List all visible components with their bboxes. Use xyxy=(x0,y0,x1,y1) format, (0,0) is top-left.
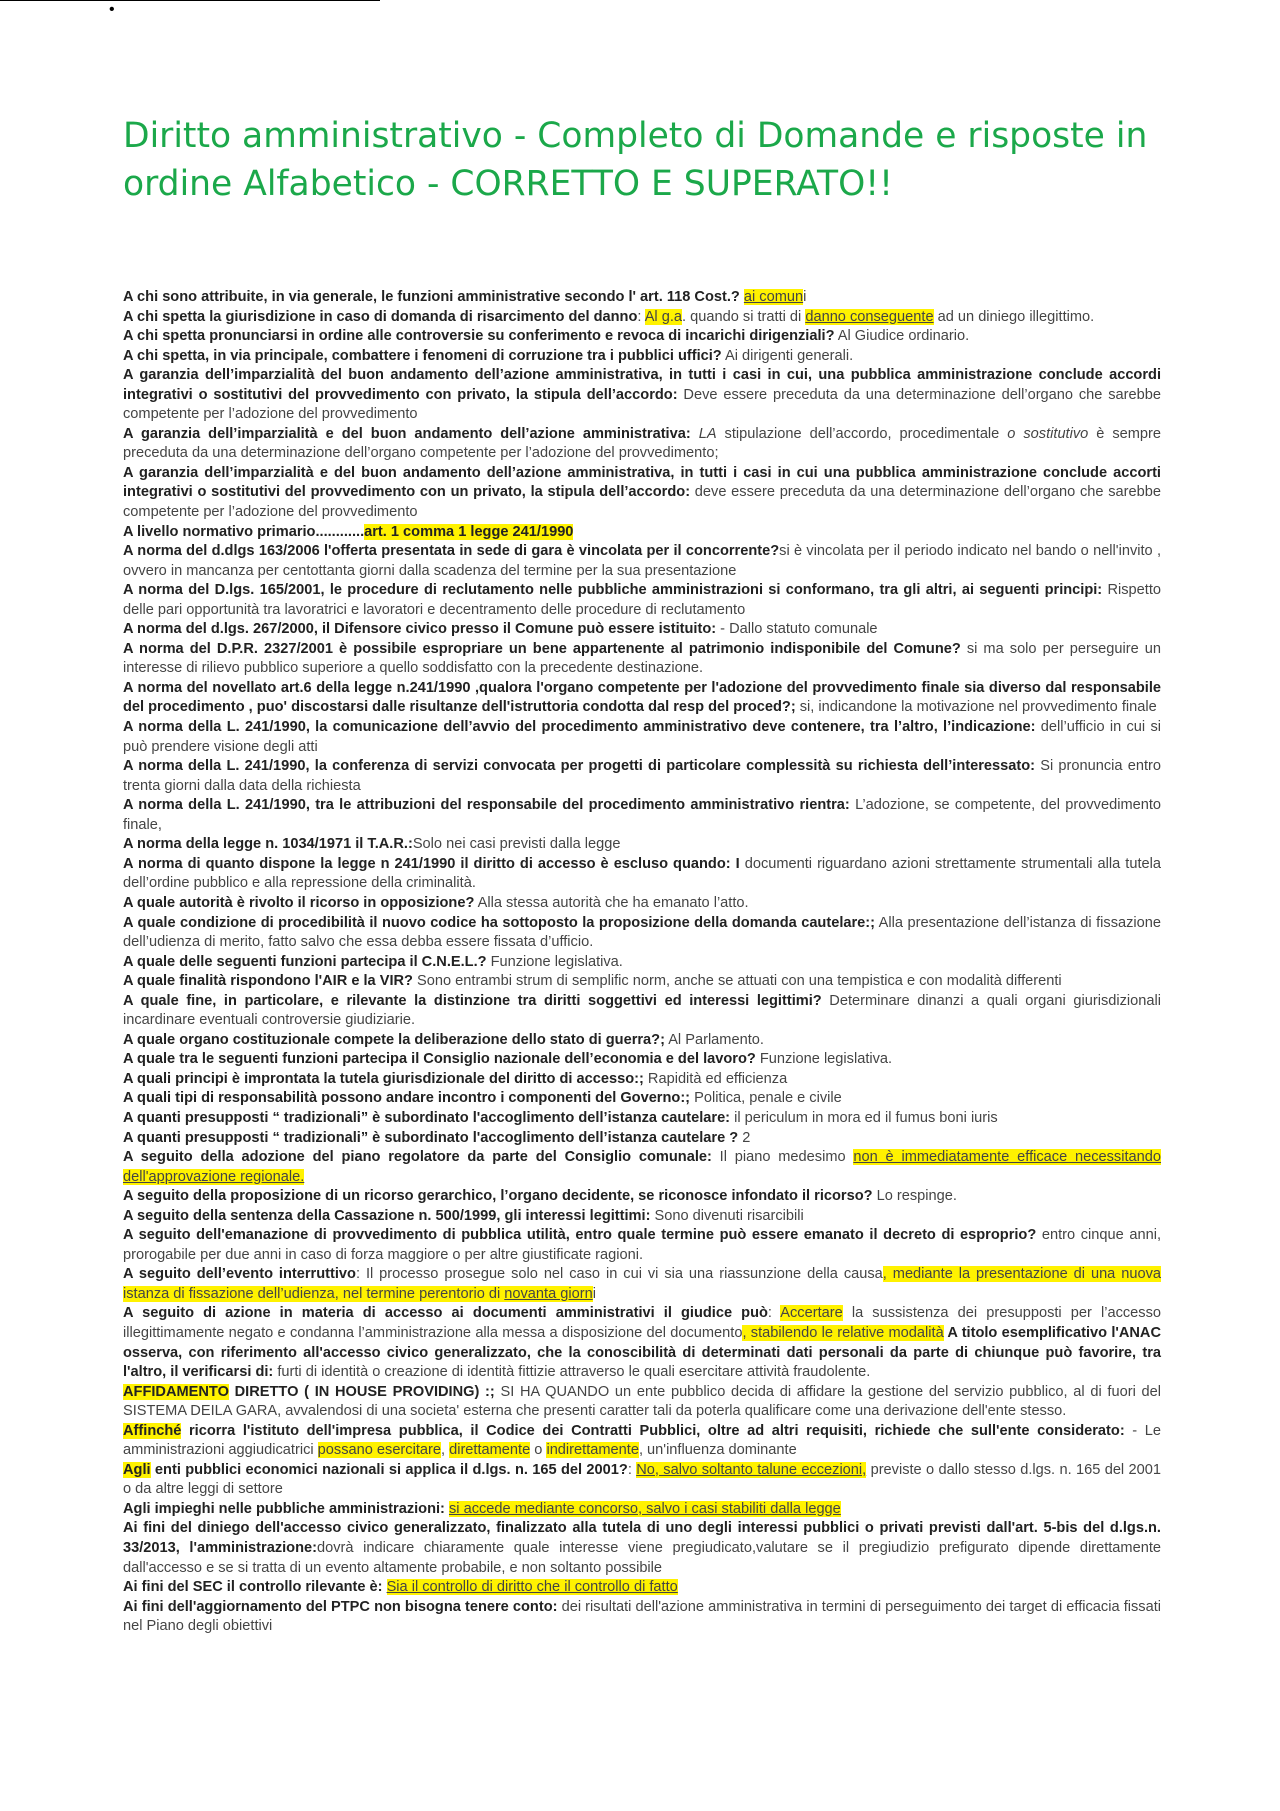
answer-text: direttamente xyxy=(449,1442,531,1459)
question-text: A norma della L. 241/1990, tra le attribuzioni del responsabile del procedimento amministrativo rientra: xyxy=(123,797,850,814)
qa-entry xyxy=(123,1207,1161,1227)
answer-text: Accertare xyxy=(780,1305,843,1322)
question-text: A norma del D.P.R. 2327/2001 è possibile espropriare un bene appartenente al patrimonio indisponibile del Comune? xyxy=(123,640,961,657)
answer-text: furti di identità o creazione di identità fittizie attraverso le quali esercitare attività fraudolente. xyxy=(273,1364,871,1381)
question-text: A garanzia dell’imparzialità e del buon andamento dell’azione amministrativa, in tutti i casi in cui una pubblica amministrazione conclude accorti integrativi o sostitutivi del provvedimento con un privato, la stipula dell’accordo: xyxy=(123,464,1161,501)
qa-entry xyxy=(123,1070,1161,1090)
question-text: A chi spetta, in via principale, combattere i fenomeni di corruzione tra i pubblici uffici? xyxy=(123,347,722,364)
answer-text: Funzione legislativa. xyxy=(486,953,623,970)
answer-text: Alla presentazione dell’istanza di fissazione dell’udienza di merito, fatto salvo che essa debba essere fissata d’ufficio. xyxy=(123,914,1162,951)
answer-text: si è vincolata per il periodo indicato nel bando o nell'invito , ovvero in mancanza per centottanta giorni dalla scadenza del termine per la sua presentazione xyxy=(123,543,1161,579)
qa-entry xyxy=(123,1578,1161,1598)
answer-text: dei risultati dell'azione amministrativa in termini di perseguimento dei target di efficacia fissati nel Piano degli obiettivi xyxy=(123,1598,1162,1635)
question-text: Agli xyxy=(123,1461,151,1478)
qa-entry xyxy=(123,464,1161,523)
qa-entry xyxy=(123,855,1161,894)
qa-entry xyxy=(123,914,1161,953)
qa-entry xyxy=(123,308,1161,328)
question-text: A seguito dell'emanazione di provvedimento di pubblica utilità, entro quale termine può essere emanato il decreto di esproprio? xyxy=(123,1227,1037,1244)
answer-text: ai comun xyxy=(743,289,804,305)
qa-entry xyxy=(123,366,1161,425)
answer-text: previste o dallo stesso d.lgs. n. 165 del 2001 o da altre leggi di settore xyxy=(123,1461,1161,1498)
answer-text: è sempre preceduta da una determinazione dell’organo competente per l’adozione del provvedimento; xyxy=(123,425,1162,462)
answer-text: : xyxy=(627,1461,637,1478)
qa-entry xyxy=(123,620,1161,640)
answer-text: Rispetto delle pari opportunità tra lavoratrici e lavoratori e decentramento delle procedure di reclutamento xyxy=(123,582,1162,618)
qa-entry xyxy=(123,796,1161,835)
qa-entry xyxy=(123,679,1161,718)
answer-text: . quando si tratti di xyxy=(682,308,806,325)
answer-text: possano esercitare xyxy=(317,1442,441,1459)
qa-entry xyxy=(123,1500,1161,1520)
answer-text: i xyxy=(592,1285,596,1302)
qa-entry xyxy=(123,757,1161,796)
top-border-line xyxy=(0,0,380,1)
qa-entry xyxy=(123,1226,1161,1265)
question-text: A quanti presupposti “ tradizionali” è subordinato l'accoglimento dell’istanza cautelare ? xyxy=(123,1129,739,1146)
answer-text: , mediante la presentazione di una nuova istanza di fissazione dell’udienza, nel termine perentorio di xyxy=(123,1266,1161,1302)
answer-text: Solo nei casi previsti dalla legge xyxy=(412,836,621,853)
question-text: A seguito della proposizione di un ricorso gerarchico, l’organo decidente, se riconosce infondato il ricorso? xyxy=(123,1188,873,1205)
answer-text: : xyxy=(637,308,645,325)
question-text: A titolo esemplificativo l'ANAC osserva, con riferimento all'accesso civico generalizzato, che la conoscibilità di determinati dati personali da parte di chiunque può favorire, tra l'altro, il verificarsi di: xyxy=(123,1324,1162,1381)
answer-text: 2 xyxy=(738,1129,751,1146)
answer-text: Alla stessa autorità che ha emanato l’atto. xyxy=(474,894,749,911)
qa-entry xyxy=(123,288,1161,308)
answer-text: L’adozione, se competente, del provvedimento finale, xyxy=(123,797,1162,833)
answer-text: - Dallo statuto comunale xyxy=(716,621,878,638)
qa-entry xyxy=(123,1383,1161,1422)
answer-text: Sono entrambi strum di semplific norm, anche se attuati con una tempistica e con modalità differenti xyxy=(412,973,1062,990)
document-title: Diritto amministrativo - Completo di Domande e risposte in ordine Alfabetico - CORRETTO E SUPERATO!! xyxy=(123,116,1148,204)
question-text: A livello normativo primario............ xyxy=(123,523,365,540)
qa-entry xyxy=(123,425,1161,464)
question-text: A quanti presupposti “ tradizionali” è subordinato l'accoglimento dell’istanza cautelare: xyxy=(123,1109,731,1126)
answer-text: indirettamente xyxy=(546,1442,639,1459)
qa-entry xyxy=(123,1519,1161,1578)
question-text: A quale condizione di procedibilità il nuovo codice ha sottoposto la proposizione della domanda cautelare:; xyxy=(123,914,876,931)
question-text: DIRETTO ( IN HOUSE PROVIDING) :; xyxy=(228,1383,495,1400)
qa-entry xyxy=(123,640,1161,679)
question-text: A garanzia dell’imparzialità del buon andamento dell’azione amministrativa, in tutti i casi in cui, una pubblica amministrazione conclude accordi integrativi o sostitutivi del provvedimento con privato, la stipula dell’accordo: xyxy=(123,367,1161,403)
answer-text: Deve essere preceduta da una determinazione dell’organo che sarebbe competente per l’adozione del provvedimento xyxy=(123,386,1161,423)
answer-text: , xyxy=(440,1442,450,1459)
qa-entry xyxy=(123,1109,1161,1129)
answer-text: non è immediatamente efficace necessitando dell'approvazione regionale. xyxy=(123,1149,1161,1185)
answer-text: : Il processo prosegue solo nel caso in cui vi sia una riassunzione della causa xyxy=(355,1266,883,1283)
answer-text xyxy=(691,426,699,442)
question-text: A seguito della adozione del piano regolatore da parte del Consiglio comunale: xyxy=(123,1149,712,1166)
qa-entry xyxy=(123,1422,1161,1461)
qa-entry xyxy=(123,523,1161,543)
answer-text: Rapidità ed efficienza xyxy=(643,1070,788,1087)
question-text: A seguito della sentenza della Cassazione n. 500/1999, gli interessi legittimi: xyxy=(123,1207,651,1224)
qa-entry xyxy=(123,327,1161,347)
answer-text: Al g.a xyxy=(644,308,683,325)
answer-text: danno conseguente xyxy=(805,308,934,325)
answer-text: i xyxy=(803,289,807,305)
answer-text: Lo respinge. xyxy=(872,1188,957,1205)
answer-text: ad un diniego illegittimo. xyxy=(933,308,1095,325)
answer-text: il periculum in mora ed il fumus boni iuris xyxy=(730,1109,998,1126)
answer-text: Sia il controllo di diritto che il controllo di fatto xyxy=(386,1579,678,1596)
qa-list xyxy=(123,288,1161,1637)
question-text: A quali principi è improntata la tutela giurisdizionale del diritto di accesso:; xyxy=(123,1070,644,1087)
answer-text: SI HA QUANDO un ente pubblico decida di affidare la gestione del servizio pubblico, al di fuori del SISTEMA DEILA GARA, avvalendosi di una societa' esterna che presenti caratter tali da poterla qualificare come una derivazione dell'ente stesso. xyxy=(123,1383,1161,1420)
qa-entry xyxy=(123,972,1161,992)
answer-text: Politica, penale e civile xyxy=(690,1090,842,1107)
qa-entry xyxy=(123,1265,1161,1304)
qa-entry xyxy=(123,953,1161,973)
answer-text: Determinare dinanzi a quali organi giurisdizionali incardinare eventuali controversie giudiziarie. xyxy=(123,992,1161,1029)
qa-entry xyxy=(123,1148,1161,1187)
question-text: A norma della legge n. 1034/1971 il T.A.R.: xyxy=(123,836,413,853)
question-text: A norma di quanto dispone la legge n 241/1990 il diritto di accesso è escluso quando: I xyxy=(123,855,740,872)
qa-entry xyxy=(123,542,1161,581)
answer-text: o sostitutivo xyxy=(1007,425,1089,442)
qa-entry xyxy=(123,1598,1161,1637)
answer-text: Si pronuncia entro trenta giorni dalla data della richiesta xyxy=(123,758,1161,794)
question-text: A quali tipi di responsabilità possono andare incontro i componenti del Governo:; xyxy=(123,1090,691,1107)
answer-text: si ma solo per perseguire un interesse di rilievo pubblico superiore a quello soddisfatto con la precedente destinazione. xyxy=(123,640,1161,677)
question-text: A quale autorità è rivolto il ricorso in opposizione? xyxy=(123,894,475,911)
question-text: art. 1 comma 1 legge 241/1990 xyxy=(364,523,574,540)
answer-text: deve essere preceduta da una determinazione dell’organo che sarebbe competente per l’adozione del provvedimento xyxy=(123,484,1162,521)
answer-text: si accede mediante concorso, salvo i casi stabiliti dalla legge xyxy=(448,1500,841,1517)
question-text: A seguito dell’evento interruttivo xyxy=(123,1266,356,1283)
question-text: A quale tra le seguenti funzioni partecipa il Consiglio nazionale dell’economia e del lavoro? xyxy=(123,1051,756,1068)
question-text: Ai fini del diniego dell'accesso civico generalizzato, finalizzato alla tutela di uno degli interessi pubblici o privati previsti dall'art. 5-bis del d.lgs.n. 33/2013, l'amministrazione: xyxy=(123,1520,1161,1556)
question-text: A norma del novellato art.6 della legge n.241/1990 ,qualora l'organo competente per l'adozione del provvedimento finale sia diverso dal responsabile del procedimento , puo' discostarsi dalle risultanze dell'istruttoria condotta dal resp del proced?; xyxy=(123,679,1161,716)
bullet-marker: • xyxy=(109,1,115,18)
answer-text: entro cinque anni, prorogabile per due anni in caso di forza maggiore o per altre giustificate ragioni. xyxy=(123,1227,1162,1263)
answer-text: No, salvo soltanto talune eccezioni, xyxy=(636,1461,867,1478)
question-text: A quale delle seguenti funzioni partecipa il C.N.E.L.? xyxy=(123,953,487,970)
question-text: AFFIDAMENTO xyxy=(123,1383,229,1400)
answer-text: si, indicandone la motivazione nel provvedimento finale xyxy=(795,699,1157,716)
qa-entry xyxy=(123,1089,1161,1109)
qa-entry xyxy=(123,894,1161,914)
qa-entry xyxy=(123,1031,1161,1051)
answer-text: Al Giudice ordinario. xyxy=(834,328,970,345)
question-text: A quale organo costituzionale compete la deliberazione dello stato di guerra?; xyxy=(123,1031,665,1048)
question-text: A norma della L. 241/1990, la comunicazione dell’avvio del procedimento amministrativo deve contenere, tra l’altro, l’indicazione: xyxy=(123,719,1036,736)
answer-text: - Le amministrazioni aggiudicatrici xyxy=(123,1422,1161,1459)
qa-entry xyxy=(123,1461,1161,1500)
question-text: A seguito di azione in materia di accesso ai documenti amministrativi il giudice può xyxy=(123,1305,768,1322)
answer-text: dovrà indicare chiaramente quale interesse viene pregiudicato,valutare se il pregiudizio prefigurato dipende direttamente dall'accesso e se si tratta di un evento altamente probabile, e non soltanto possibile xyxy=(123,1540,1161,1576)
qa-entry xyxy=(123,347,1161,367)
question-text: A norma del d.lgs. 267/2000, il Difensore civico presso il Comune può essere istituito: xyxy=(123,621,717,638)
answer-text: stipulazione dell’accordo, procedimentale xyxy=(716,425,1008,442)
qa-entry xyxy=(123,992,1161,1031)
question-text: A norma della L. 241/1990, la conferenza di servizi convocata per progetti di particolare complessità su richiesta dell’interessato: xyxy=(123,758,1036,775)
answer-text: , un'influenza dominante xyxy=(638,1442,797,1459)
answer-text xyxy=(383,1579,387,1595)
question-text: ricorra l'istituto dell'impresa pubblica, il Codice dei Contratti Pubblici, oltre ad altri requisiti, richiede che sull'ente considerato: xyxy=(181,1422,1125,1439)
qa-entry xyxy=(123,1187,1161,1207)
question-text: enti pubblici economici nazionali si applica il d.lgs. n. 165 del 2001? xyxy=(150,1461,628,1478)
answer-text: la sussistenza dei presupposti per l’accesso illegittimamente negato e condanna l’amministrazione alla messa a disposizione del documento xyxy=(123,1305,1161,1341)
question-text: A quale fine, in particolare, e rilevante la distinzione tra diritti soggettivi ed interessi legittimi? xyxy=(123,992,822,1009)
question-text: Agli impieghi nelle pubbliche amministrazioni: xyxy=(123,1500,445,1517)
question-text: A norma del D.lgs. 165/2001, le procedure di reclutamento nelle pubbliche amministrazioni si conformano, tra gli altri, ai seguenti principi: xyxy=(123,582,1103,599)
qa-entry xyxy=(123,718,1161,757)
qa-entry xyxy=(123,581,1161,620)
answer-text: : xyxy=(767,1305,781,1322)
answer-text: Ai dirigenti generali. xyxy=(721,347,854,364)
question-text: A quale finalità rispondono l'AIR e la VIR? xyxy=(123,973,413,990)
question-text: A norma del d.dlgs 163/2006 l'offerta presentata in sede di gara è vincolata per il concorrente? xyxy=(123,543,780,560)
answer-text: Funzione legislativa. xyxy=(755,1051,893,1068)
answer-text: novanta giorn xyxy=(504,1285,593,1302)
qa-entry xyxy=(123,1050,1161,1070)
question-text: Ai fini dell'aggiornamento del PTPC non bisogna tenere conto: xyxy=(123,1598,558,1615)
answer-text: documenti riguardano azioni strettamente strumentali alla tutela dell’ordine pubblico e alla repressione della criminalità. xyxy=(123,855,1161,892)
qa-entry xyxy=(123,1129,1161,1149)
answer-text: Al Parlamento. xyxy=(664,1031,764,1048)
qa-entry xyxy=(123,1304,1161,1382)
answer-text: Sono divenuti risarcibili xyxy=(650,1207,804,1224)
answer-text: LA xyxy=(698,425,717,442)
answer-text: Il piano medesimo xyxy=(711,1149,854,1166)
question-text: A chi spetta la giurisdizione in caso di domanda di risarcimento del danno xyxy=(123,308,638,325)
question-text: A chi spetta pronunciarsi in ordine alle controversie su conferimento e revoca di incarichi dirigenziali? xyxy=(123,328,835,345)
question-text: Affinché xyxy=(123,1422,182,1439)
answer-text: dell’ufficio in cui si può prendere visione degli atti xyxy=(123,719,1161,755)
qa-entry xyxy=(123,835,1161,855)
question-text: A garanzia dell’imparzialità e del buon andamento dell’azione amministrativa: xyxy=(123,425,691,442)
question-text: A chi sono attribuite, in via generale, le funzioni amministrative secondo l' art. 118 Cost.? xyxy=(123,289,744,305)
answer-text: o xyxy=(530,1442,547,1459)
answer-text: , stabilendo le relative modalità xyxy=(742,1324,944,1341)
question-text: Ai fini del SEC il controllo rilevante è: xyxy=(123,1579,383,1596)
